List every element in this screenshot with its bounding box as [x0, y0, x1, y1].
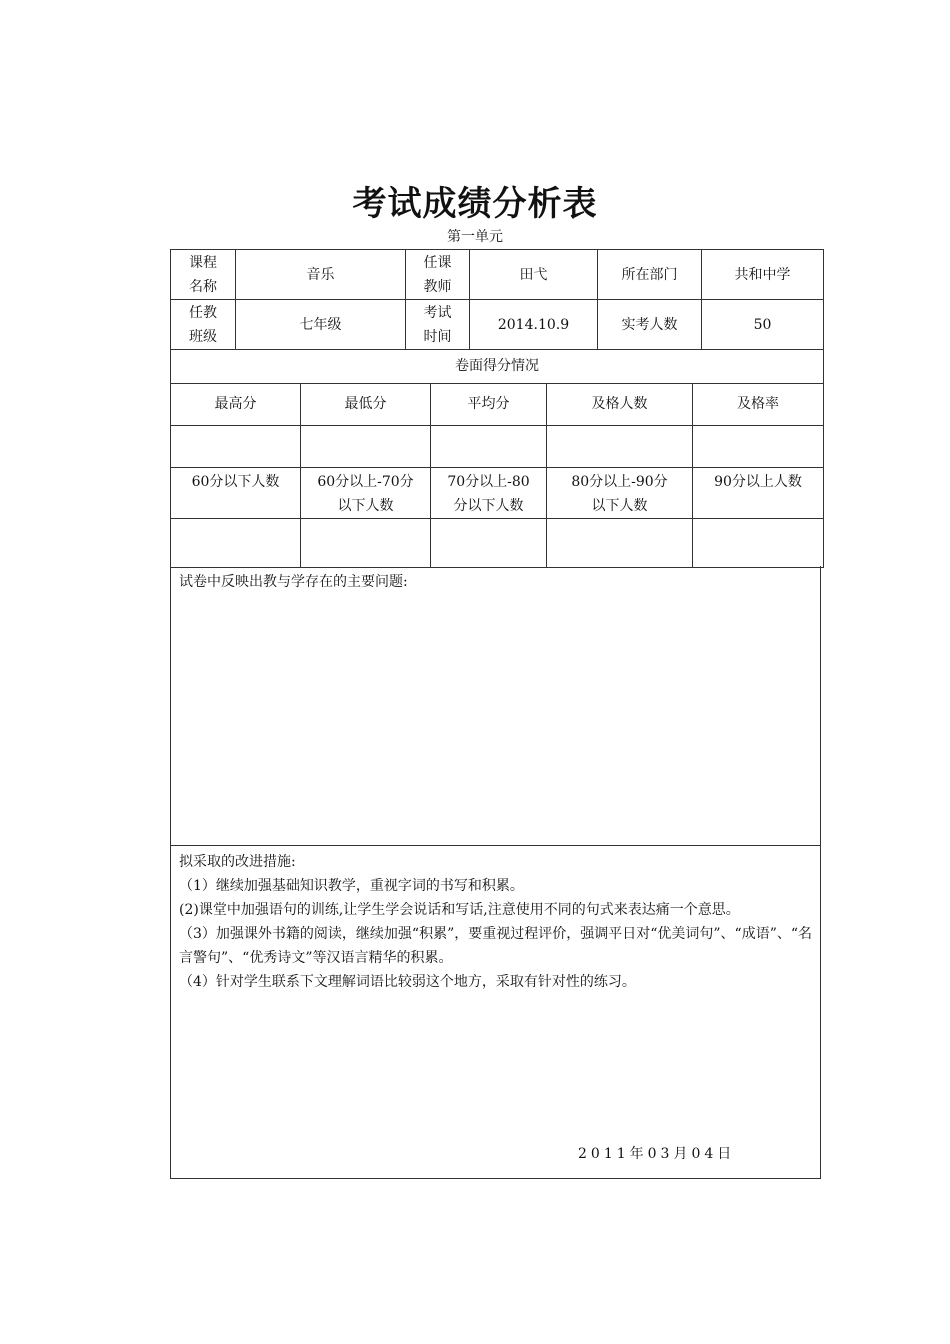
document-title: 考试成绩分析表: [352, 184, 598, 224]
measures-section: [170, 845, 821, 1179]
teacher-value: 田弋: [470, 250, 598, 300]
scores-table: [170, 349, 824, 568]
value-max-score: [171, 425, 301, 467]
header-min-score: 最低分: [301, 383, 431, 425]
header-pass-rate: 及格率: [693, 383, 824, 425]
class-label: 任教 班级: [171, 300, 236, 350]
measures-label: 拟采取的改进措施:: [179, 854, 296, 870]
header-80-90: 80分以上-90分 以下人数: [547, 467, 693, 518]
header-below-60: 60分以下人数: [171, 467, 301, 518]
header-avg-score: 平均分: [431, 383, 547, 425]
value-avg-score: [431, 425, 547, 467]
teacher-label: 任课 教师: [406, 250, 470, 300]
problems-label: 试卷中反映出教与学存在的主要问题:: [179, 574, 408, 590]
value-below-60: [171, 518, 301, 567]
class-value: 七年级: [236, 300, 406, 350]
course-label: 课程 名称: [171, 250, 236, 300]
signature-date: 2011年03月04日: [578, 1146, 736, 1162]
value-min-score: [301, 425, 431, 467]
problems-section: [170, 566, 821, 846]
dept-label: 所在部门: [598, 250, 702, 300]
header-pass-count: 及格人数: [547, 383, 693, 425]
header-60-70: 60分以上-70分 以下人数: [301, 467, 431, 518]
value-pass-rate: [693, 425, 824, 467]
value-60-70: [301, 518, 431, 567]
dept-value: 共和中学: [702, 250, 824, 300]
value-pass-count: [547, 425, 693, 467]
value-70-80: [431, 518, 547, 567]
count-value: 50: [702, 300, 824, 350]
measure-item: （4）针对学生联系下文理解词语比较弱这个地方，采取有针对性的练习。: [179, 974, 636, 990]
measure-item: （3）加强课外书籍的阅读，继续加强“积累”，要重视过程评价，强调平日对“优美词句”、“成语”、“名言警句”、“优秀诗文”等汉语言精华的积累。: [179, 926, 813, 966]
info-table: [170, 249, 824, 350]
measure-item: （1）继续加强基础知识教学，重视字词的书写和积累。: [179, 878, 524, 894]
course-value: 音乐: [236, 250, 406, 300]
time-value: 2014.10.9: [470, 300, 598, 350]
measure-item: (2)课堂中加强语句的训练,让学生学会说话和写话,注意使用不同的句式来表达痛一个意思。: [179, 902, 740, 918]
scores-section-title: 卷面得分情况: [171, 349, 824, 383]
header-above-90: 90分以上人数: [693, 467, 824, 518]
document-subtitle: 第一单元: [447, 229, 503, 245]
count-label: 实考人数: [598, 300, 702, 350]
value-80-90: [547, 518, 693, 567]
header-max-score: 最高分: [171, 383, 301, 425]
value-above-90: [693, 518, 824, 567]
time-label: 考试 时间: [406, 300, 470, 350]
header-70-80: 70分以上-80 分以下人数: [431, 467, 547, 518]
